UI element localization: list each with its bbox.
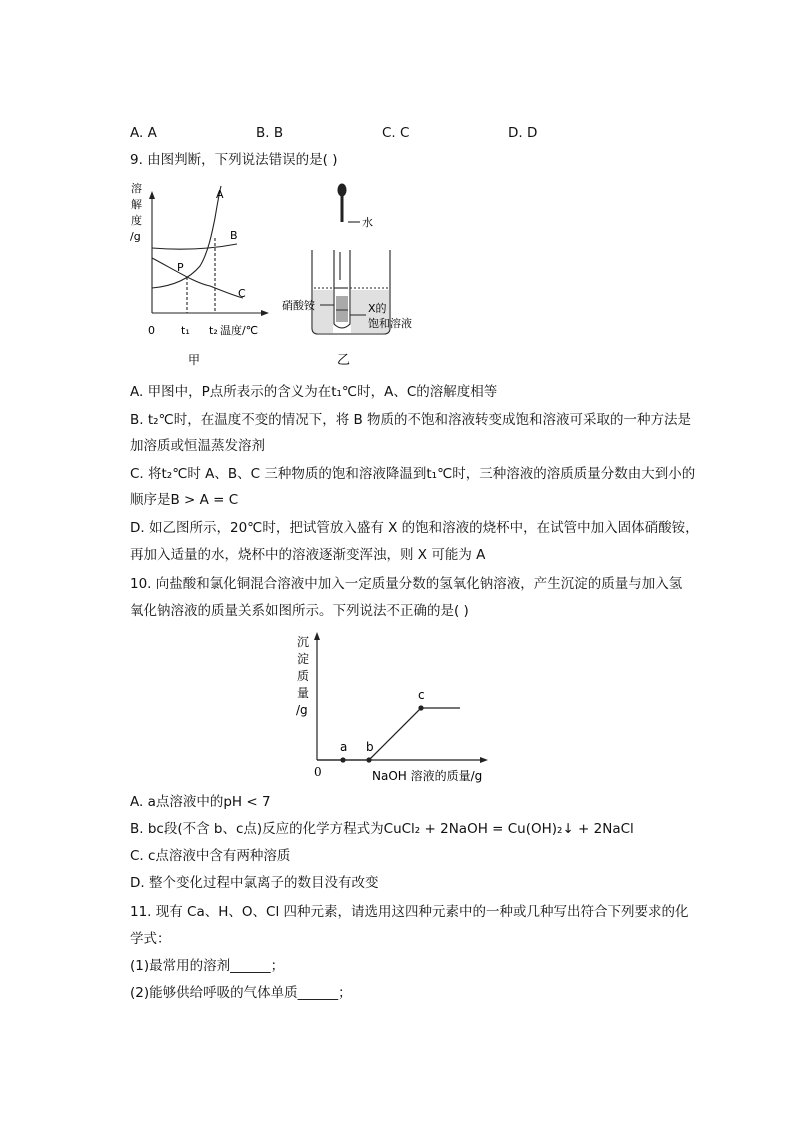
q10-option-c: C. c点溶液中含有两种溶质 — [130, 848, 291, 864]
chart-y-arrow — [314, 632, 320, 640]
q8-option-b: B. B — [256, 125, 284, 141]
q9-option-b-line1: B. t₂℃时，在温度不变的情况下，将 B 物质的不饱和溶液转变成饱和溶液可采取的一种方法是 — [130, 412, 692, 428]
q11-stem-line1: 11. 现有 Ca、H、O、Cl 四种元素，请选用这四种元素中的一种或几种写出符合下列要求的化 — [130, 904, 689, 920]
q10-option-b: B. bc段(不含 b、c点)反应的化学方程式为CuCl₂ + 2NaOH = Cu(OH)₂↓ + 2NaCl — [130, 821, 634, 837]
chart-xlabel: NaOH 溶液的质量/g — [372, 769, 483, 783]
q8-option-a: A. A — [130, 125, 157, 141]
fig-jia-ylabel-3: 度 — [131, 214, 142, 227]
q11-part1: (1)最常用的溶剂______； — [130, 958, 285, 974]
chart-ylabel-1: 沉 — [297, 635, 310, 649]
y-axis-arrow — [149, 191, 155, 199]
beaker-solution-left — [313, 290, 333, 333]
q8-option-c: C. C — [382, 125, 410, 141]
q8-option-d: D. D — [508, 125, 538, 141]
fig-jia-caption: 甲 — [188, 353, 201, 367]
point-a-label: a — [340, 740, 348, 754]
q9-stem: 9. 由图判断，下列说法错误的是( ) — [130, 152, 338, 168]
beaker-figure — [282, 178, 422, 370]
chart-ylabel-3: 质 — [297, 669, 310, 683]
x-solution-label-2: 饱和溶液 — [368, 317, 412, 330]
q10-stem-line1: 10. 向盐酸和氯化铜混合溶液中加入一定质量分数的氢氧化钠溶液，产生沉淀的质量与加入氢 — [130, 576, 683, 592]
dropper-bulb — [338, 184, 346, 196]
q9-option-b-line2: 加溶质或恒温蒸发溶剂 — [130, 438, 265, 454]
origin-label: 0 — [148, 324, 155, 337]
point-b — [366, 757, 371, 762]
chart-ylabel-2: 淀 — [297, 652, 310, 666]
solubility-figure — [125, 178, 275, 370]
t2-label: t₂ — [209, 324, 218, 337]
point-c — [418, 705, 423, 710]
point-p-label: P — [177, 261, 184, 274]
point-b-label: b — [366, 740, 374, 754]
chart-x-arrow — [480, 757, 488, 763]
precipitate-chart — [290, 628, 500, 786]
point-c-label: c — [418, 688, 425, 702]
water-label: 水 — [362, 216, 373, 229]
point-a — [340, 757, 345, 762]
q10-option-a: A. a点溶液中的pH < 7 — [130, 794, 271, 810]
fig-jia-ylabel-1: 溶 — [131, 182, 142, 195]
curve-c-label: C — [238, 287, 246, 300]
q9-option-c-line2: 顺序是B > A = C — [130, 492, 239, 508]
salt-label: 硝酸铵 — [282, 299, 315, 312]
curve-c — [152, 258, 243, 298]
chart-ylabel-4: 量 — [297, 686, 310, 700]
q11-stem-line2: 学式： — [130, 931, 171, 947]
fig-jia-ylabel-4: /g — [130, 230, 141, 243]
fig-yi-caption: 乙 — [337, 353, 351, 368]
x-solution-label-1: X的 — [368, 302, 387, 315]
tube-salt — [336, 296, 348, 322]
x-axis-arrow — [261, 310, 269, 316]
fig-jia-ylabel-2: 解 — [131, 198, 142, 211]
curve-a-label: A — [216, 188, 224, 201]
curve-b — [152, 244, 237, 249]
chart-ylabel-5: /g — [296, 703, 308, 717]
curve-a — [152, 186, 221, 288]
q10-option-d: D. 整个变化过程中氯离子的数目没有改变 — [130, 875, 379, 891]
t1-label: t₁ — [181, 324, 190, 337]
precipitate-line — [317, 708, 460, 760]
q11-part2: (2)能够供给呼吸的气体单质______； — [130, 985, 352, 1001]
q9-option-a: A. 甲图中，P点所表示的含义为在t₁℃时，A、C的溶解度相等 — [130, 384, 498, 400]
q9-option-d-line1: D. 如乙图所示，20℃时，把试管放入盛有 X 的饱和溶液的烧杯中，在试管中加入固体硝酸铵， — [130, 520, 699, 536]
x-axis-label: 温度/℃ — [220, 324, 259, 337]
chart-origin-label: 0 — [314, 765, 322, 779]
q9-option-d-line2: 再加入适量的水，烧杯中的溶液逐渐变浑浊，则 X 可能为 A — [130, 547, 486, 563]
q9-option-c-line1: C. 将t₂℃时 A、B、C 三种物质的饱和溶液降温到t₁℃时，三种溶液的溶质质量分数由大到小的 — [130, 466, 696, 482]
curve-b-label: B — [230, 229, 238, 242]
q10-stem-line2: 氧化钠溶液的质量关系如图所示。下列说法不正确的是( ) — [130, 603, 469, 619]
